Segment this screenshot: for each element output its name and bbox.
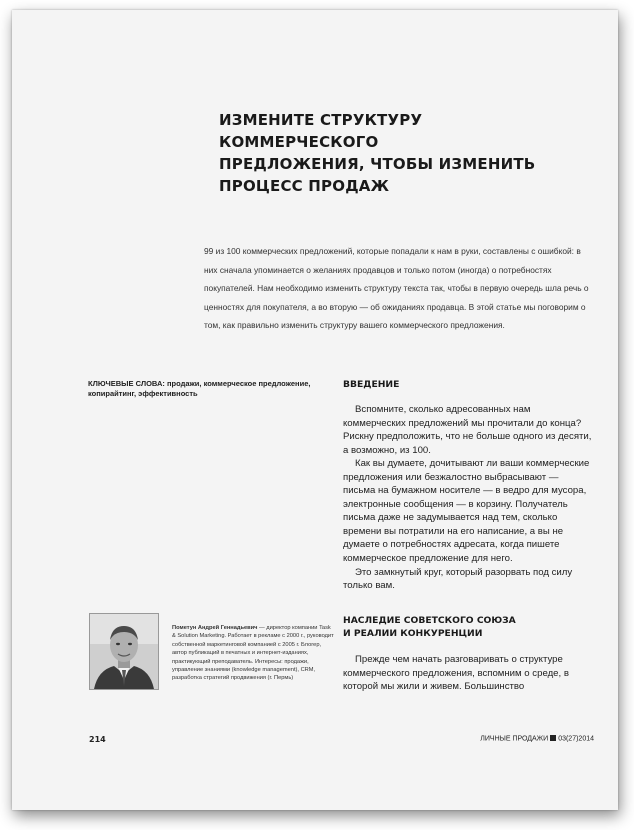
page-number: 214: [89, 735, 106, 744]
heading-line: И РЕАЛИИ КОНКУРЕНЦИИ: [343, 628, 483, 639]
article-title: [219, 109, 579, 197]
author-bio-text: — директор компании Task & Solution Marketing. Работает в рекламе с 2000 г., руководит собственной маркетинговой компанией с 2005 г. Блогер, автор публикаций в печатных и интернет-изданиях, практикующий преподаватель. Интересы: продажи, управление знаниями (knowledge management), CRM, разработка стратегий продвижения (г. Пермь): [172, 625, 334, 682]
title-line: ПРЕДЛОЖЕНИЯ, ЧТОБЫ ИЗМЕНИТЬ: [219, 155, 536, 173]
keywords-text: продажи, коммерческое предложение, копирайтинг, эффективность: [88, 379, 311, 398]
keywords-block: [88, 379, 328, 399]
issue-number: 03(27)2014: [558, 735, 594, 743]
keywords-label: КЛЮЧЕВЫЕ СЛОВА:: [88, 379, 165, 388]
section-body-legacy: [343, 653, 593, 694]
square-bullet-icon: [550, 735, 556, 741]
paragraph: Это замкнутый круг, который разорвать под силу только вам.: [343, 566, 573, 592]
title-line: ПРОЦЕСС ПРОДАЖ: [219, 177, 390, 195]
author-name: Пометун Андрей Геннадьевич: [172, 625, 258, 631]
paragraph: Вспомните, сколько адресованных нам коммерческих предложений мы прочитали до конца? Рискну предположить, что не больше одного из десяти, а возможно, из 100.: [343, 404, 592, 456]
magazine-page: [12, 10, 618, 810]
article-lead: 99 из 100 коммерческих предложений, которые попадали к нам в руки, составлены с ошибкой: в них сначала упоминается о желаниях продавцов и только потом (иногда) о потребностях покупателей. Нам необходимо изменить структуру текста так, чтобы в первую очередь шла речь о ценностях для покупателя, а во вторую — об ожиданиях продавца. В этой статье мы поговорим о том, как правильно изменить структуру вашего коммерческого предложения.: [204, 246, 589, 331]
paragraph: Прежде чем начать разговаривать о структуре коммерческого предложения, вспомним о среде, в которой мы жили и живем. Большинство: [343, 654, 569, 693]
author-portrait-icon: [90, 614, 158, 689]
heading-line: НАСЛЕДИЕ СОВЕТСКОГО СОЮЗА: [343, 615, 516, 626]
paragraph: Как вы думаете, дочитывают ли ваши коммерческие предложения или безжалостно выбрасывают — письма на бумажном носителе — в ведро для мусора, электронные сообщения — в корзину. Получатель письма даже не задумывается над тем, сколько времени вы потратили на его написание, а вы не думаете о потребностях адресата, когда пишете коммерческое предложение для него.: [343, 458, 590, 565]
section-body-intro: [343, 403, 593, 593]
author-photo: [89, 613, 159, 690]
title-line: ИЗМЕНИТЕ СТРУКТУРУ КОММЕРЧЕСКОГО: [219, 111, 423, 151]
section-heading-legacy: [343, 614, 603, 640]
magazine-name: ЛИЧНЫЕ ПРОДАЖИ: [480, 735, 549, 743]
section-heading-intro: ВВЕДЕНИЕ: [343, 379, 400, 390]
author-bio: [172, 624, 336, 683]
magazine-footer: [474, 735, 594, 743]
